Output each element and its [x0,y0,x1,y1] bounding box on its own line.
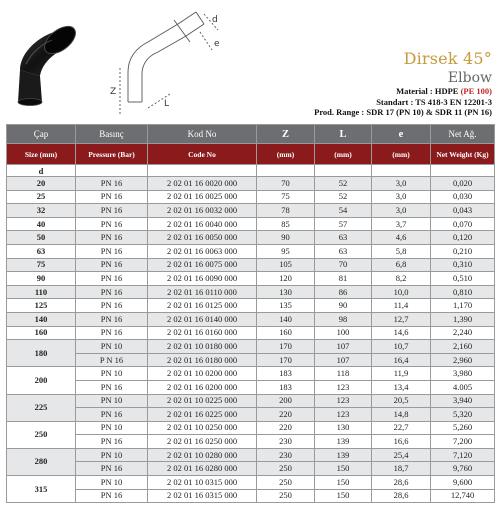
l-cell: 123 [315,394,372,408]
weight-cell: 0,120 [431,231,495,245]
z-cell: 75 [257,190,315,204]
z-cell: 135 [257,299,315,313]
e-cell: 3,0 [372,190,431,204]
e-cell: 18,7 [372,462,431,476]
pressure-cell: PN 16 [76,258,148,272]
weight-cell: 7,120 [431,448,495,462]
e-cell: 25,4 [372,448,431,462]
size-cell: 125 [7,299,76,313]
e-cell: 8,2 [372,272,431,286]
weight-cell: 2,160 [431,340,495,354]
weight-cell: 5,320 [431,408,495,422]
weight-cell: 3,980 [431,367,495,381]
z-cell: 220 [257,408,315,422]
table-row [7,489,495,503]
empty-cell [257,165,315,177]
code-cell: 2 02 01 16 0040 000 [148,217,257,231]
dim-z-label: Z [110,87,117,97]
table-row [7,448,495,462]
code-cell: 2 02 01 16 0250 000 [148,435,257,449]
pressure-cell: PN 10 [76,421,148,435]
empty-cell [76,165,148,177]
pressure-cell: PN 16 [76,231,148,245]
e-cell: 28,6 [372,489,431,503]
weight-cell: 0,043 [431,204,495,218]
z-cell: 70 [257,177,315,191]
size-cell: 63 [7,244,76,258]
l-cell: 86 [315,285,372,299]
weight-cell: 7,200 [431,435,495,449]
z-cell: 183 [257,367,315,381]
pressure-cell: PN 16 [76,312,148,326]
e-cell: 10,0 [372,285,431,299]
pressure-cell: PN 16 [76,299,148,313]
table-row [7,299,495,313]
e-cell: 3,0 [372,177,431,191]
e-cell: 12,7 [372,312,431,326]
dim-d-label: d [212,15,218,25]
code-cell: 2 02 01 10 0250 000 [148,421,257,435]
z-cell: 85 [257,217,315,231]
pressure-cell: PN 10 [76,448,148,462]
d-label-cell: d [7,165,76,177]
e-cell: 28,6 [372,476,431,490]
standard-spec: Standart : TS 418-3 EN 12201-3 [376,96,492,107]
l-cell: 90 [315,299,372,313]
col-header-tr: Net Ağ. [431,125,495,144]
code-cell: 2 02 01 16 0075 000 [148,258,257,272]
code-cell: 2 02 01 10 0225 000 [148,394,257,408]
z-cell: 78 [257,204,315,218]
pressure-cell: PN 16 [76,285,148,299]
size-cell: 315 [7,476,76,503]
col-header-en: Net Weight (Kg) [431,144,495,165]
size-cell: 32 [7,204,76,218]
table-row [7,165,495,177]
pressure-cell: P N 16 [76,353,148,367]
product-header [0,0,498,124]
z-cell: 250 [257,489,315,503]
l-cell: 98 [315,312,372,326]
z-cell: 220 [257,421,315,435]
empty-cell [315,165,372,177]
weight-cell: 5,260 [431,421,495,435]
header-row-tr [7,125,495,144]
z-cell: 250 [257,476,315,490]
code-cell: 2 02 01 10 0280 000 [148,448,257,462]
code-cell: 2 02 01 16 0020 000 [148,177,257,191]
size-cell: 25 [7,190,76,204]
z-cell: 230 [257,435,315,449]
l-cell: 81 [315,272,372,286]
col-header-en: (mm) [315,144,372,165]
l-cell: 123 [315,380,372,394]
table-row [7,435,495,449]
e-cell: 14,8 [372,408,431,422]
z-cell: 140 [257,312,315,326]
pressure-cell: PN 16 [76,217,148,231]
col-header-en: Code No [148,144,257,165]
code-cell: 2 02 01 16 0140 000 [148,312,257,326]
e-cell: 14,6 [372,326,431,340]
z-cell: 230 [257,448,315,462]
col-header-tr: Kod No [148,125,257,144]
size-cell: 20 [7,177,76,191]
e-cell: 5,8 [372,244,431,258]
dimensions-table [6,124,495,503]
l-cell: 100 [315,326,372,340]
code-cell: 2 02 01 16 0180 000 [148,353,257,367]
product-title-en: Elbow [447,70,492,86]
table-row [7,272,495,286]
size-cell: 250 [7,421,76,448]
table-row [7,244,495,258]
material-spec [192,86,492,97]
l-cell: 130 [315,421,372,435]
code-cell: 2 02 01 10 0315 000 [148,476,257,490]
pressure-cell: PN 16 [76,177,148,191]
e-cell: 4,6 [372,231,431,245]
z-cell: 130 [257,285,315,299]
pressure-cell: PN 10 [76,394,148,408]
code-cell: 2 02 01 10 0180 000 [148,340,257,354]
elbow-photo-icon [6,14,98,106]
z-cell: 200 [257,394,315,408]
table-row [7,367,495,381]
pressure-cell: PN 10 [76,476,148,490]
size-cell: 180 [7,340,76,367]
code-cell: 2 02 01 16 0025 000 [148,190,257,204]
e-cell: 16,6 [372,435,431,449]
l-cell: 70 [315,258,372,272]
z-cell: 105 [257,258,315,272]
dim-l-label: L [164,99,170,109]
col-header-tr: Basınç [76,125,148,144]
product-title-block [192,50,492,118]
e-cell: 3,0 [372,204,431,218]
l-cell: 57 [315,217,372,231]
table-row [7,217,495,231]
weight-cell: 9,760 [431,462,495,476]
weight-cell: 0,810 [431,285,495,299]
pressure-cell: PN 16 [76,190,148,204]
col-header-tr: Z [257,125,315,144]
table-row [7,326,495,340]
weight-cell: 2,960 [431,353,495,367]
col-header-tr: e [372,125,431,144]
z-cell: 183 [257,380,315,394]
col-header-tr: Çap [7,125,76,144]
code-cell: 2 02 01 10 0200 000 [148,367,257,381]
e-cell: 13,4 [372,380,431,394]
e-cell: 11,4 [372,299,431,313]
code-cell: 2 02 01 16 0110 000 [148,285,257,299]
code-cell: 2 02 01 16 0050 000 [148,231,257,245]
z-cell: 170 [257,340,315,354]
z-cell: 95 [257,244,315,258]
size-cell: 200 [7,367,76,394]
pressure-cell: PN 16 [76,489,148,503]
weight-cell: 0,210 [431,244,495,258]
prod-range-spec: Prod. Range : SDR 17 (PN 10) & SDR 11 (PN 16) [314,107,492,117]
size-cell: 140 [7,312,76,326]
table-row [7,408,495,422]
col-header-en: Pressure (Bar) [76,144,148,165]
size-cell: 50 [7,231,76,245]
l-cell: 139 [315,435,372,449]
pressure-cell: PN 10 [76,367,148,381]
weight-cell: 0,310 [431,258,495,272]
table-row [7,421,495,435]
e-cell: 11,9 [372,367,431,381]
l-cell: 123 [315,408,372,422]
code-cell: 2 02 01 16 0125 000 [148,299,257,313]
empty-cell [431,165,495,177]
pressure-cell: PN 16 [76,408,148,422]
weight-cell: 12,740 [431,489,495,503]
weight-cell: 3,940 [431,394,495,408]
col-header-tr: L [315,125,372,144]
weight-cell: 0,070 [431,217,495,231]
pressure-cell: PN 16 [76,244,148,258]
pressure-cell: PN 16 [76,272,148,286]
code-cell: 2 02 01 16 0200 000 [148,380,257,394]
table-row [7,380,495,394]
weight-cell: 1,170 [431,299,495,313]
table-body [7,165,495,503]
pressure-cell: PN 16 [76,204,148,218]
size-cell: 225 [7,394,76,421]
l-cell: 52 [315,190,372,204]
z-cell: 90 [257,231,315,245]
table-row [7,190,495,204]
material-label: Material : HDPE [396,86,461,96]
code-cell: 2 02 01 16 0280 000 [148,462,257,476]
table-row [7,476,495,490]
z-cell: 170 [257,353,315,367]
col-header-en: Size (mm) [7,144,76,165]
table-row [7,394,495,408]
size-cell: 160 [7,326,76,340]
table-row [7,231,495,245]
code-cell: 2 02 01 16 0225 000 [148,408,257,422]
l-cell: 150 [315,462,372,476]
code-cell: 2 02 01 16 0090 000 [148,272,257,286]
pressure-cell: PN 10 [76,340,148,354]
table-row [7,462,495,476]
e-cell: 10,7 [372,340,431,354]
weight-cell: 1,390 [431,312,495,326]
header-row-en [7,144,495,165]
code-cell: 2 02 01 16 0315 000 [148,489,257,503]
l-cell: 63 [315,244,372,258]
size-cell: 75 [7,258,76,272]
table-row [7,204,495,218]
z-cell: 250 [257,462,315,476]
weight-cell: 9,600 [431,476,495,490]
l-cell: 63 [315,231,372,245]
material-grade: (PE 100) [460,86,492,96]
e-cell: 20,5 [372,394,431,408]
size-cell: 110 [7,285,76,299]
pressure-cell: PN 16 [76,435,148,449]
code-cell: 2 02 01 16 0160 000 [148,326,257,340]
weight-cell: 0,510 [431,272,495,286]
size-cell: 90 [7,272,76,286]
code-cell: 2 02 01 16 0032 000 [148,204,257,218]
weight-cell: 4.005 [431,380,495,394]
e-cell: 16,4 [372,353,431,367]
table-row [7,285,495,299]
empty-cell [372,165,431,177]
size-cell: 280 [7,448,76,475]
empty-cell [148,165,257,177]
z-cell: 160 [257,326,315,340]
table-row [7,177,495,191]
table-row [7,312,495,326]
l-cell: 118 [315,367,372,381]
l-cell: 150 [315,476,372,490]
weight-cell: 0,020 [431,177,495,191]
z-cell: 120 [257,272,315,286]
dim-e-label: e [214,39,220,49]
table-row [7,258,495,272]
size-cell: 40 [7,217,76,231]
pressure-cell: PN 16 [76,380,148,394]
pressure-cell: PN 16 [76,326,148,340]
l-cell: 107 [315,340,372,354]
e-cell: 6,8 [372,258,431,272]
table-row [7,340,495,354]
col-header-en: (mm) [257,144,315,165]
l-cell: 139 [315,448,372,462]
table-row [7,353,495,367]
col-header-en: (mm) [372,144,431,165]
l-cell: 52 [315,177,372,191]
weight-cell: 0,030 [431,190,495,204]
pressure-cell: PN 16 [76,462,148,476]
code-cell: 2 02 01 16 0063 000 [148,244,257,258]
weight-cell: 2,240 [431,326,495,340]
e-cell: 22,7 [372,421,431,435]
e-cell: 3,7 [372,217,431,231]
l-cell: 107 [315,353,372,367]
product-title-tr: Dirsek 45° [403,49,492,68]
l-cell: 150 [315,489,372,503]
l-cell: 54 [315,204,372,218]
